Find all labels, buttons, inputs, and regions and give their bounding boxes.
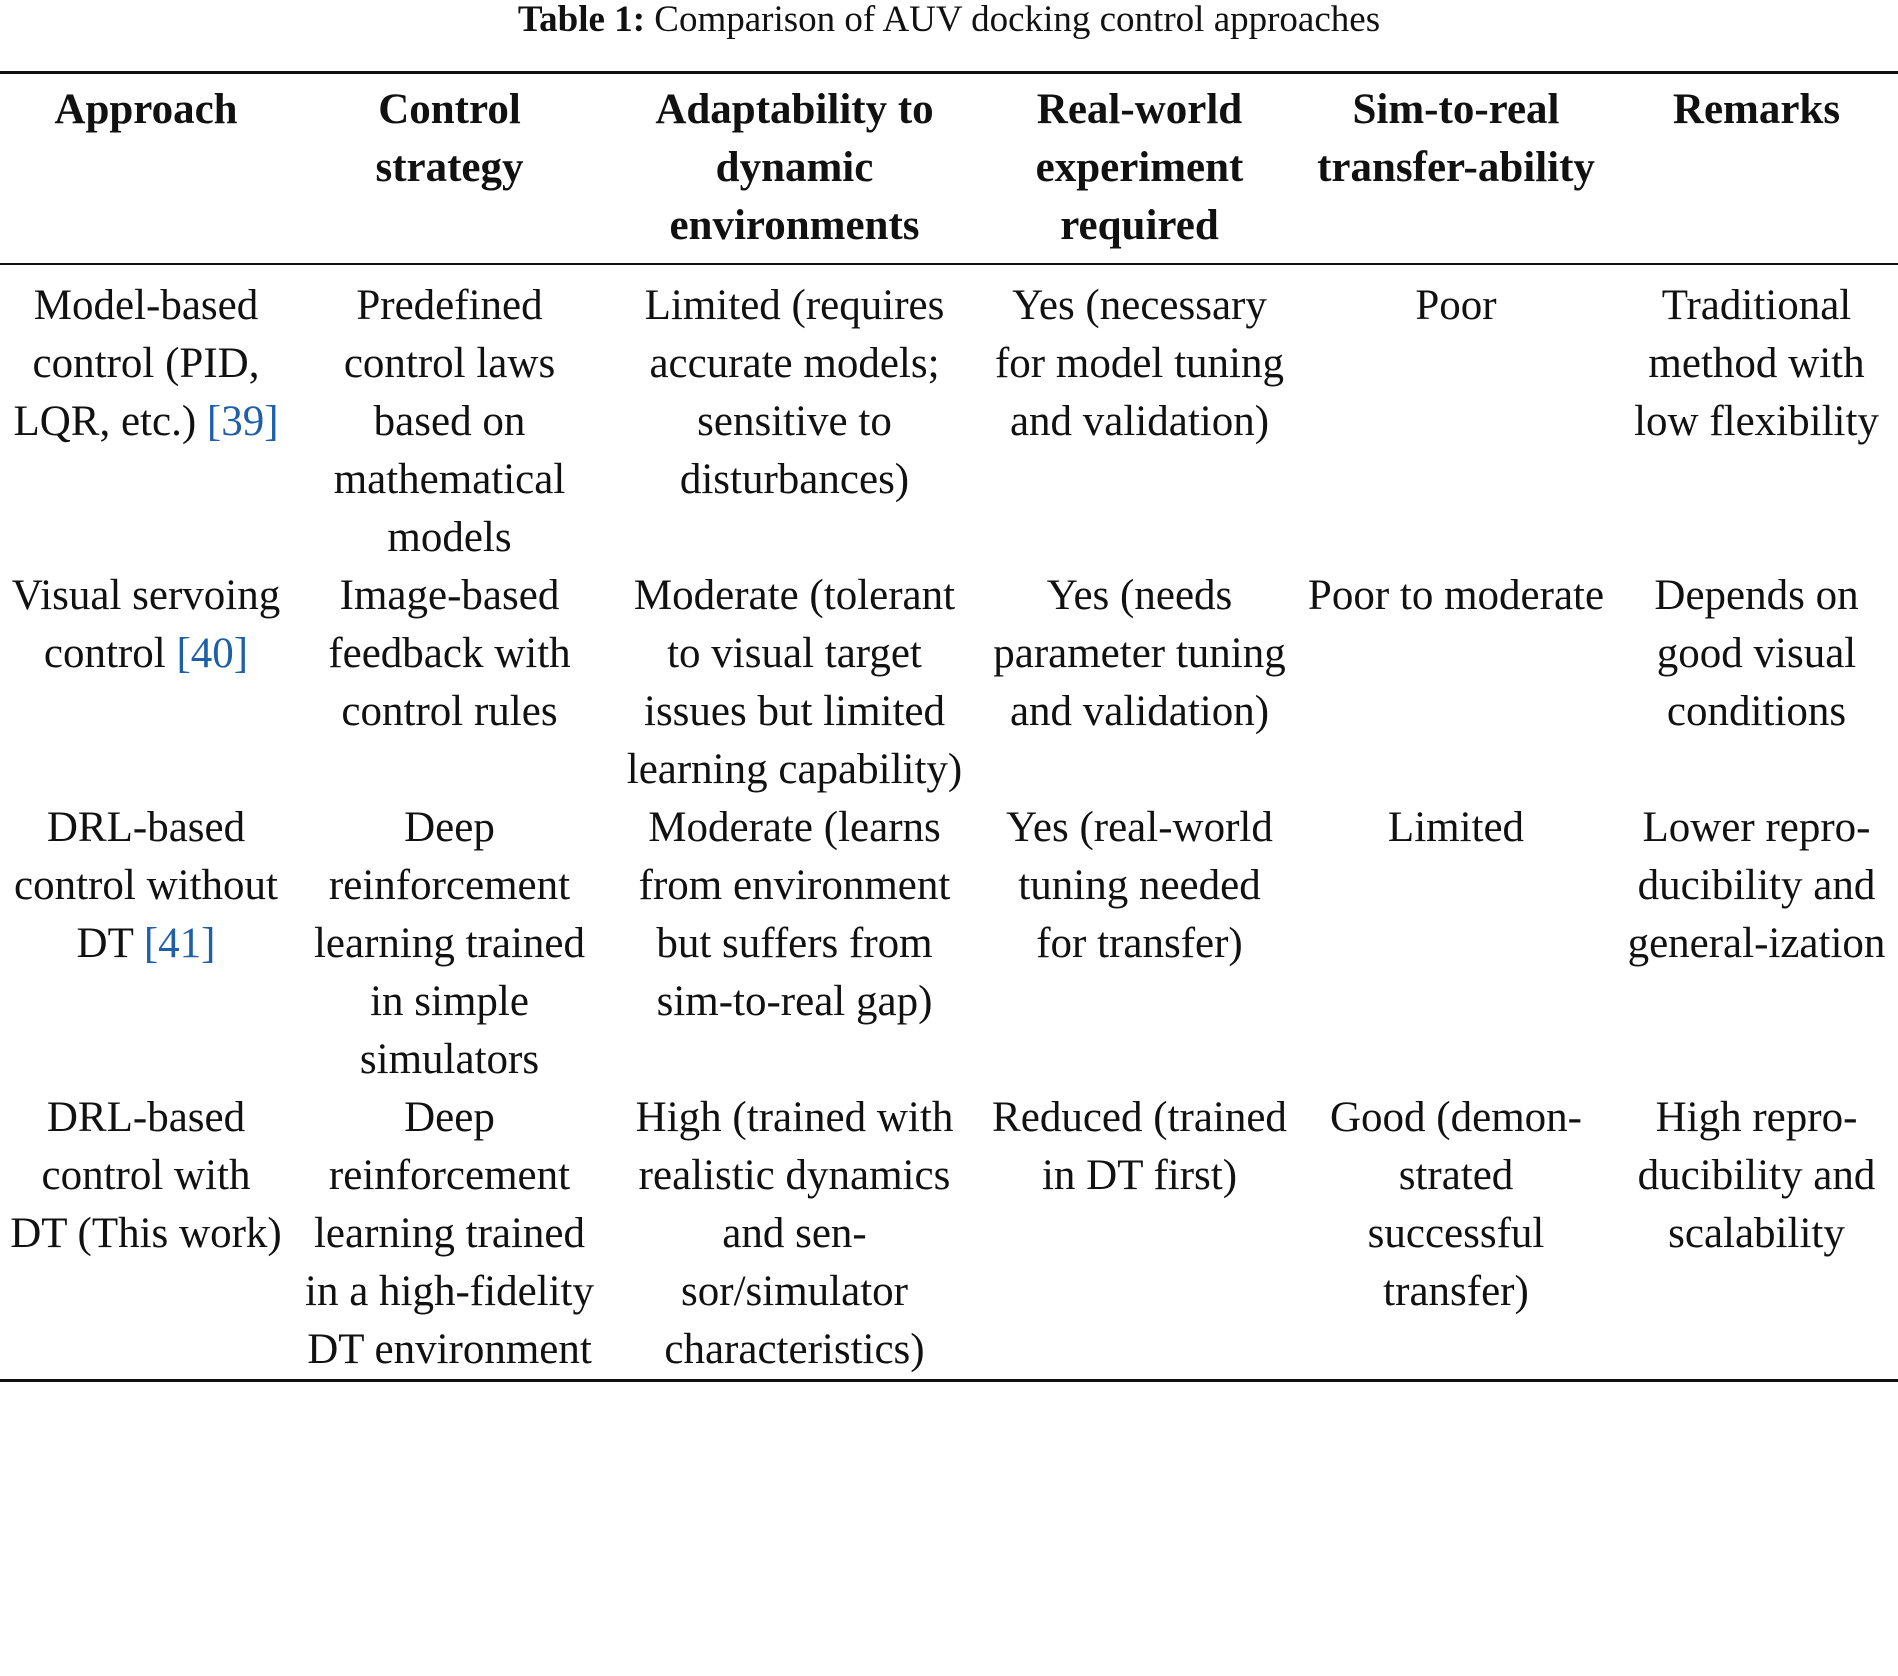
table-caption-text: Comparison of AUV docking control approaches — [645, 0, 1381, 40]
table-row — [0, 567, 1898, 799]
cell-adaptability: Moderate (learns from environment but suffers from sim-to-real gap) — [638, 804, 951, 1025]
header-remarks: Remarks — [1672, 86, 1841, 133]
header-sim-to-real: Sim-to-real transfer-ability — [1317, 86, 1595, 191]
citation-link[interactable]: [40] — [176, 630, 249, 677]
approach-text: Visual servoing control — [11, 572, 281, 677]
header-control-strategy: Control strategy — [375, 86, 524, 191]
header-adaptability: Adaptability to dynamic environments — [655, 86, 934, 249]
comparison-table — [0, 71, 1898, 1382]
cell-strategy: Deep reinforcement learning trained in a high-fidelity DT environment — [305, 1094, 594, 1373]
cell-real-world: Yes (real-world tuning needed for transfer) — [1006, 804, 1273, 967]
approach-text: DRL-based control with DT (This work) — [10, 1094, 282, 1257]
cell-adaptability: Moderate (tolerant to visual target issues but limited learning capability) — [626, 572, 963, 793]
table-row — [0, 264, 1898, 567]
approach-text: Model-based control (PID, LQR, etc.) — [13, 282, 260, 445]
table-row — [0, 799, 1898, 1089]
cell-sim-to-real: Poor to moderate — [1307, 572, 1605, 619]
citation-link[interactable]: [41] — [143, 920, 216, 967]
cell-remarks: Traditional method with low flexibility — [1634, 282, 1879, 445]
cell-remarks: High repro-ducibility and scalability — [1637, 1094, 1876, 1257]
cell-strategy: Image-based feedback with control rules — [328, 572, 571, 735]
cell-approach — [0, 264, 292, 567]
table-row — [0, 1089, 1898, 1381]
header-approach: Approach — [54, 86, 238, 133]
table-header-row — [0, 73, 1898, 265]
table-label: Table 1: — [517, 0, 646, 40]
cell-strategy: Deep reinforcement learning trained in simple simulators — [313, 804, 586, 1083]
cell-sim-to-real: Poor — [1415, 282, 1497, 329]
cell-remarks: Lower repro-ducibility and general-ization — [1627, 804, 1886, 967]
cell-remarks: Depends on good visual conditions — [1654, 572, 1859, 735]
cell-sim-to-real: Good (demon-strated successful transfer) — [1330, 1094, 1582, 1315]
cell-approach — [0, 567, 292, 799]
cell-real-world: Yes (needs parameter tuning and validation) — [993, 572, 1286, 735]
cell-approach — [0, 799, 292, 1089]
cell-approach — [0, 1089, 292, 1381]
cell-adaptability: High (trained with realistic dynamics and sen-sor/simulator characteristics) — [635, 1094, 954, 1373]
cell-real-world: Reduced (trained in DT first) — [992, 1094, 1287, 1199]
cell-real-world: Yes (necessary for model tuning and validation) — [994, 282, 1284, 445]
header-real-world-experiment: Real-world experiment required — [1035, 86, 1244, 249]
cell-strategy: Predefined control laws based on mathematical models — [333, 282, 566, 561]
approach-text: DRL-based control without DT — [14, 804, 278, 967]
cell-sim-to-real: Limited — [1387, 804, 1525, 851]
table-caption — [0, 0, 1898, 40]
cell-adaptability: Limited (requires accurate models; sensitive to disturbances) — [644, 282, 945, 503]
citation-link[interactable]: [39] — [206, 398, 279, 445]
